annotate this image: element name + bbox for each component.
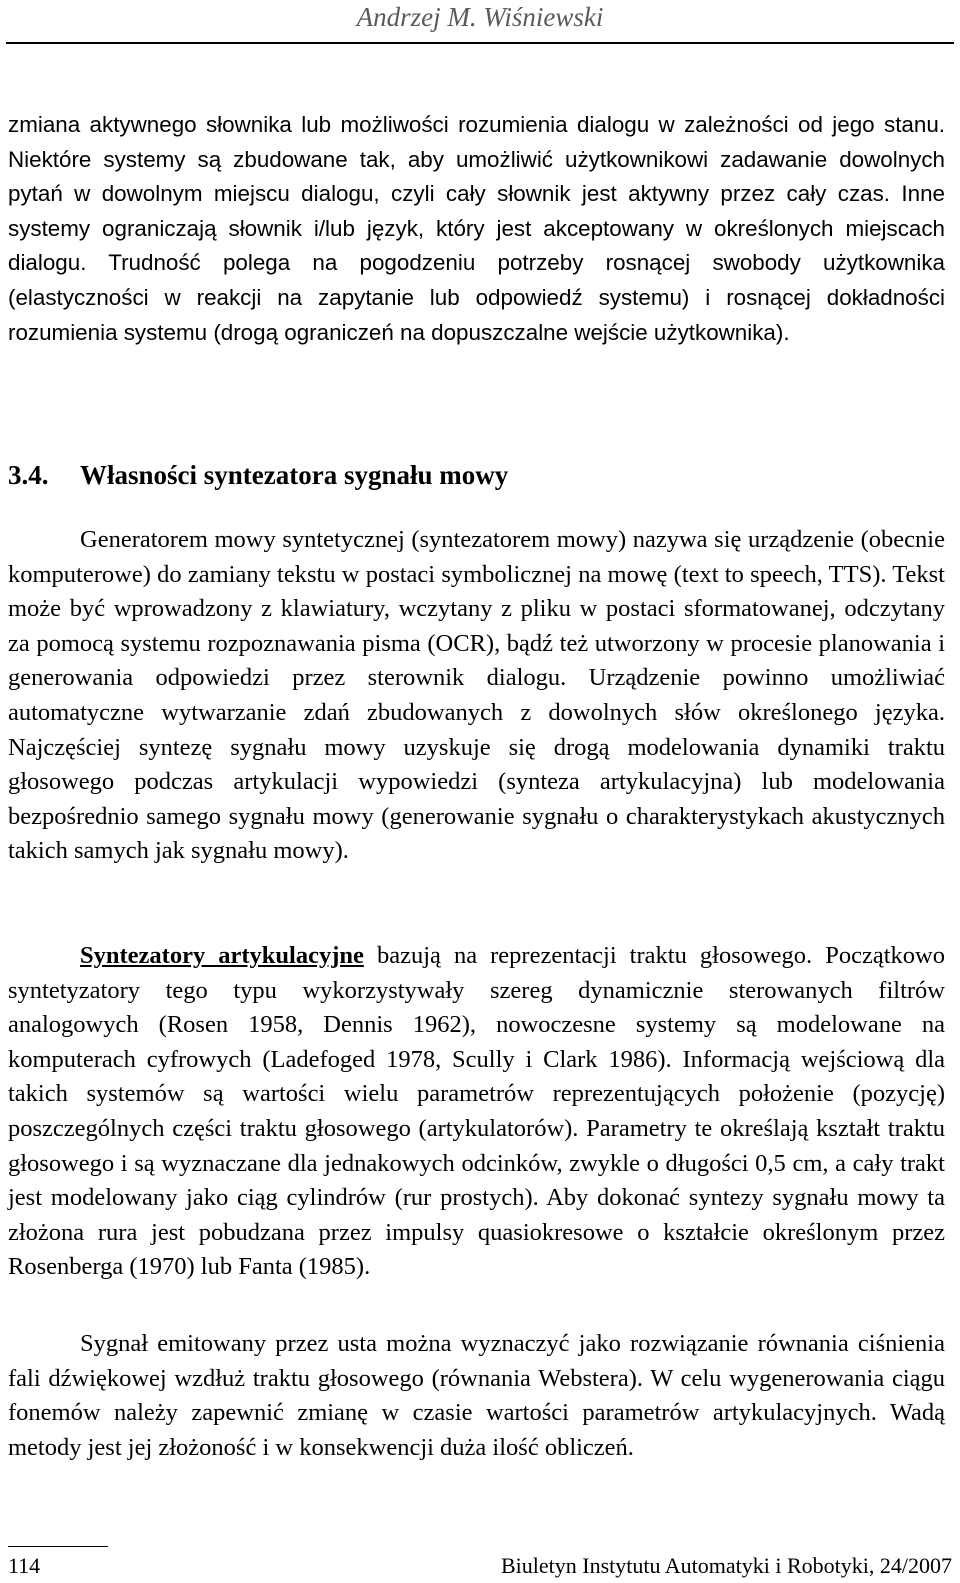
- paragraph-webster-equation: Sygnał emitowany przez usta można wyznaczyć jako rozwiązanie równania ciśnienia fali dźwiękowej wzdłuż traktu głosowego (równania Webstera). W celu wygenerowania ciągu fonemów należy zapewnić zmianę w czasie wartości parametrów artykulacyjnych. Wadą metody jest jej złożoność i w konsekwencji duża ilość obliczeń.: [8, 1330, 945, 1461]
- paragraph-articulatory-synthesizers: [8, 939, 945, 1285]
- section-title: Własności syntezatora sygnału mowy: [80, 460, 509, 490]
- page-number: 114: [8, 1553, 41, 1578]
- footer-rule: [8, 1546, 108, 1547]
- term-articulatory-synthesizers: Syntezatory artykulacyjne: [80, 942, 364, 969]
- paragraph-articulatory-text: bazują na reprezentacji traktu głosowego. Początkowo syntetyzatory tego typu wykorzystywały szereg dynamicznie sterowanych filtrów analogowych (Rosen 1958, Dennis 1962), nowoczesne systemy są modelowane na komputerach cyfrowych (Ladefoged 1978, Scully i Clark 1986). Informacją wejściową dla takich systemów są wartości wielu parametrów reprezentujących położenie (pozycję) poszczególnych części traktu głosowego (artykulatorów). Parametry te określają kształt traktu głosowego i są wyznaczane dla jednakowych odcinków, zwykle o długości 0,5 cm, a cały trakt jest modelowany jako ciąg cylindrów (rur prostych). Aby dokonać syntezy sygnału mowy ta złożona rura jest pobudzana przez impulsy quasiokresowe o kształcie określonym przez Rosenberga (1970) lub Fanta (1985).: [8, 942, 945, 1281]
- section-number: 3.4.: [8, 460, 49, 490]
- journal-citation: Biuletyn Instytutu Automatyki i Robotyki, 24/2007: [500, 1553, 952, 1578]
- section-heading: [8, 458, 508, 492]
- paragraph-speech-generator: Generatorem mowy syntetycznej (syntezatorem mowy) nazywa się urządzenie (obecnie komputerowe) do zamiany tekstu w postaci symbolicznej na mowę (text to speech, TTS). Tekst może być wprowadzony z klawiatury, wczytany z pliku w postaci sformatowanej, odczytany za pomocą systemu rozpoznawania pisma (OCR), bądź też utworzony w procesie planowania i generowania odpowiedzi przez sterownik dialogu. Urządzenie powinno umożliwiać automatyczne wytwarzanie zdań zbudowanych z dowolnych słów określonego języka. Najczęściej syntezę sygnału mowy uzyskuje się drogą modelowania dynamiki traktu głosowego podczas artykulacji wypowiedzi (synteza artykulacyjna) lub modelowania bezpośrednio samego sygnału mowy (generowanie sygnału o charakterystykach akustycznych takich samych jak sygnału mowy).: [8, 526, 945, 865]
- paragraph-dialog-vocabulary: zmiana aktywnego słownika lub możliwości rozumienia dialogu w zależności od jego stanu. Niektóre systemy są zbudowane tak, aby umożliwić użytkownikowi zadawanie dowolnych pytań w dowolnym miejscu dialogu, czyli cały słownik jest aktywny przez cały czas. Inne systemy ograniczają słownik i/lub język, który jest akceptowany w określonych miejscach dialogu. Trudność polega na pogodzeniu potrzeby rosnącej swobody użytkownika (elastyczności w reakcji na zapytanie lub odpowiedź systemu) i rosnącej dokładności rozumienia systemu (drogą ograniczeń na dopuszczalne wejście użytkownika).: [8, 112, 945, 345]
- running-head-author: Andrzej M. Wiśniewski: [356, 2, 604, 32]
- header-rule: [6, 42, 954, 44]
